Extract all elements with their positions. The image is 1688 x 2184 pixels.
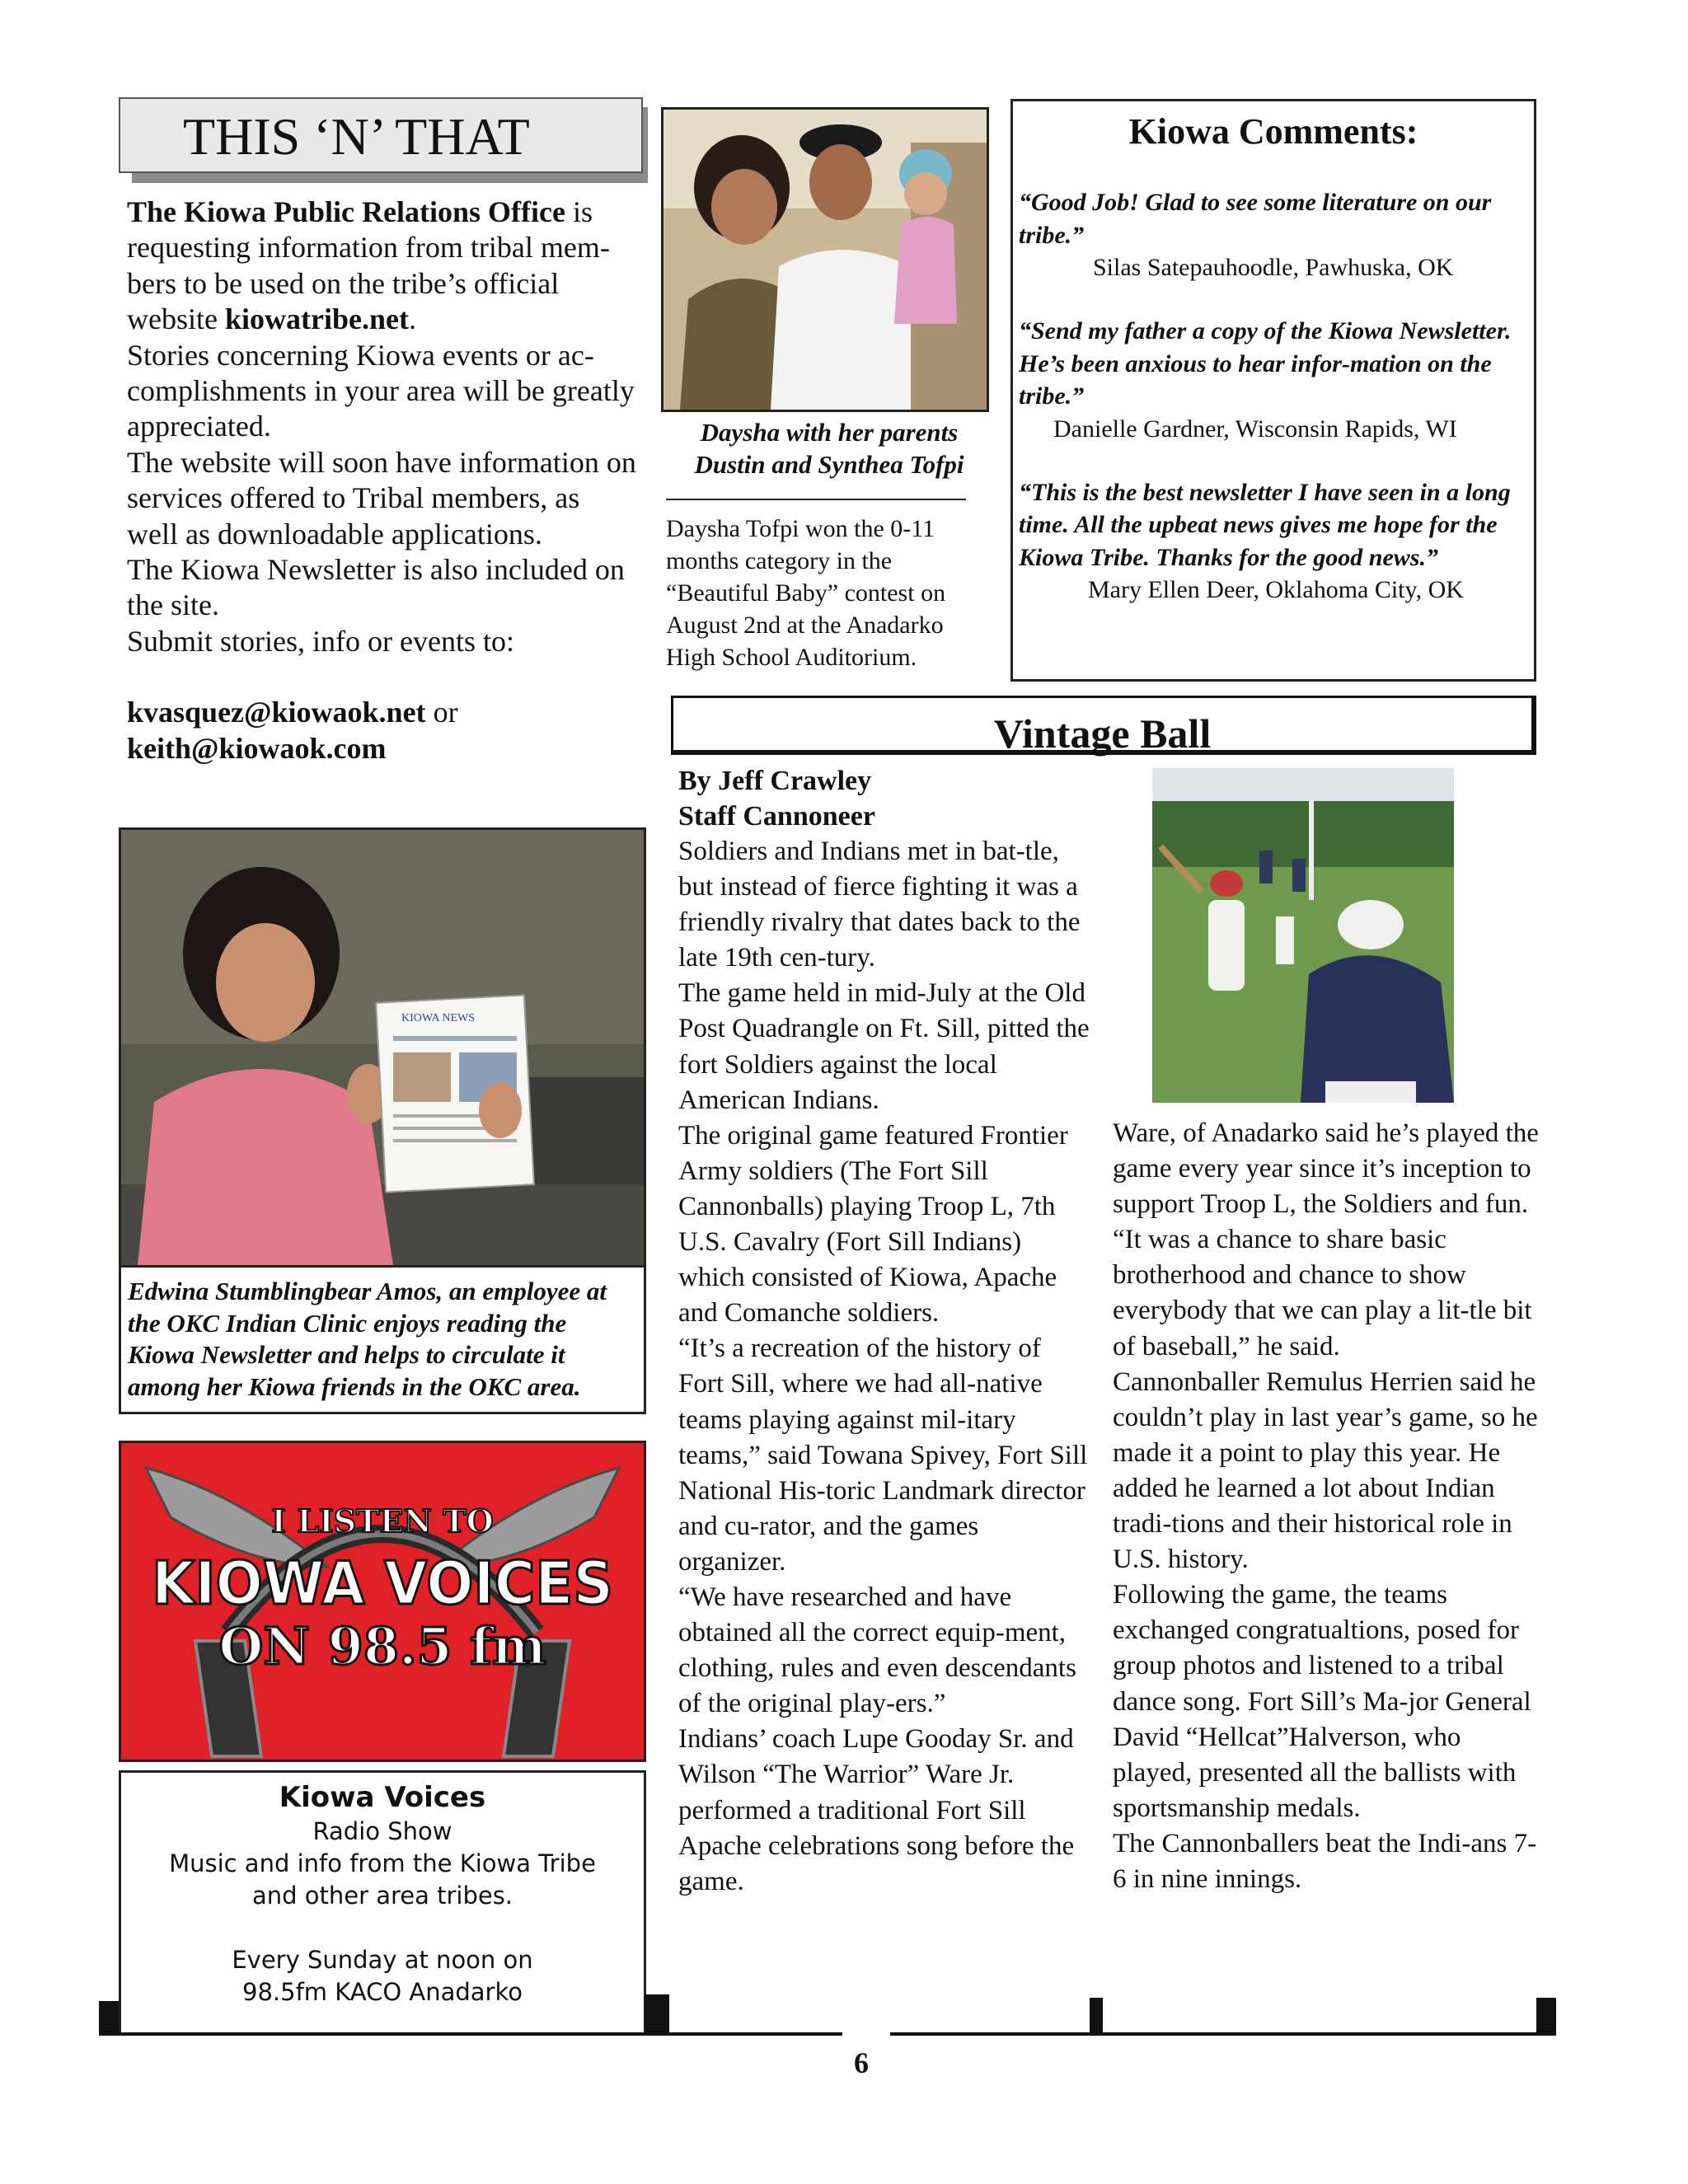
this-n-that-body <box>127 194 638 766</box>
article-paragraph: The original game featured Frontier Army soldiers (The Fort Sill Cannonballs) playing Troop L, 7th U.S. Cavalry (Fort Sill Indians) which consisted of Kiowa, Apache and Comanche soldiers. <box>678 1120 1068 1329</box>
article-paragraph: “It’s a recreation of the history of Fort Sill, where we had all-native teams playing against mil-itary teams,” said Towana Spivey, Fort Sill National His-toric Landmark director and cu-rator, and the games organizer. <box>678 1333 1088 1577</box>
email-or: or <box>425 696 458 729</box>
email-link-2[interactable]: keith@kiowaok.com <box>127 731 387 765</box>
tnt-paragraph-2: Stories concerning Kiowa events or ac-complishments in your area will be greatly appreciated. <box>127 338 635 443</box>
ad-listen-text: I LISTEN TO <box>271 1502 494 1540</box>
comment-author: Danielle Gardner, Wisconsin Rapids, WI <box>1053 415 1457 443</box>
comment-quote: “Send my father a copy of the Kiowa Newsletter. He’s been anxious to hear infor-mation on the tribe.” <box>1019 317 1512 410</box>
footer-block <box>1536 1998 1556 2036</box>
radio-line: Music and info from the Kiowa Tribe <box>169 1849 596 1877</box>
comment-quote: “This is the best newsletter I have seen in a long time. All the upbeat news gives me hope for the Kiowa Tribe. Thanks for the good news.” <box>1019 478 1511 571</box>
kiowa-comments-title: Kiowa Comments: <box>1128 111 1418 152</box>
article-paragraph: Ware, of Anadarko said he’s played the game every year since it’s inception to support Troop L, the Soldiers and fun. <box>1113 1118 1539 1220</box>
article-paragraph: Cannonballer Remulus Herrien said he couldn’t play in last year’s game, so he made it a point to play this year. He added he learned a lot about Indian tradi-tions and their historical role in U.S. history. <box>1113 1366 1538 1575</box>
article-paragraph: The game held in mid-July at the Old Post Quadrangle on Ft. Sill, pitted the fort Soldiers against the local American Indians. <box>678 978 1090 1115</box>
comment-author: Silas Satepauhoodle, Pawhuska, OK <box>1093 254 1454 281</box>
article-paragraph: The Cannonballers beat the Indi-ans 7-6 in nine innings. <box>1113 1828 1537 1894</box>
footer-block <box>99 2001 119 2036</box>
kiowa-voices-ad <box>119 1441 646 1762</box>
caption-divider <box>666 499 966 500</box>
tnt-paragraph-intro <box>127 194 638 338</box>
comment-author: Mary Ellen Deer, Oklahoma City, OK <box>1088 576 1464 603</box>
vintage-ball-title: Vintage Ball <box>993 710 1212 757</box>
article-paragraph: “It was a chance to share basic brotherhood and chance to show everybody that we can play a lit-tle bit of baseball,” he said. <box>1113 1225 1532 1361</box>
edwina-photo-caption: Edwina Stumblingbear Amos, an employee at the OKC Indian Clinic enjoys reading the Kiowa Newsletter and helps to circulate it among her Kiowa friends in the OKC area. <box>119 1266 646 1414</box>
radio-line: 98.5fm KACO Anadarko <box>242 1978 523 2006</box>
comment-quote: “Good Job! Glad to see some literature on our tribe.” <box>1019 189 1492 249</box>
contact-emails <box>127 695 638 766</box>
footer-rule <box>669 2032 842 2036</box>
article-paragraph: Soldiers and Indians met in bat-tle, but instead of fierce fighting it was a friendly rivalry that dates back to the late 19th cen-tury. <box>678 837 1081 973</box>
website-name: kiowatribe.net <box>224 302 409 336</box>
email-link-1[interactable]: kvasquez@kiowaok.net <box>127 696 426 729</box>
article-paragraph: Following the game, the teams exchanged congratualtions, posed for group photos and listened to a tribal dance song. Fort Sill’s Ma-jor General David “Hellcat”Halverson, who played, presented all the ballists with sportsmanship medals. <box>1113 1580 1531 1823</box>
page-number: 6 <box>854 2046 869 2079</box>
footer-block <box>1090 1998 1103 2036</box>
baseball-photo <box>1152 768 1454 1103</box>
tnt-paragraph-4: The Kiowa Newsletter is also included on the site. <box>127 553 625 622</box>
radio-show-info <box>119 1770 646 2036</box>
tnt-paragraph-5: Submit stories, info or events to: <box>127 624 514 658</box>
tnt-paragraph-3: The website will soon have information on services offered to Tribal members, as well as downloadable applications. <box>127 445 636 551</box>
radio-line: Every Sunday at noon on <box>232 1946 533 1974</box>
pr-office-name: The Kiowa Public Relations Office <box>127 195 565 228</box>
newsletter-masthead: KIOWA NEWS <box>401 1012 476 1024</box>
vintage-ball-heading <box>671 696 1536 755</box>
byline-title: Staff Cannoneer <box>678 801 875 832</box>
this-n-that-banner: THIS ‘N’ THAT <box>119 97 643 173</box>
article-paragraph: Indians’ coach Lupe Gooday Sr. and Wilson “The Warrior” Ware Jr. performed a traditional Fort Sill Apache celebrations song before the game. <box>678 1724 1075 1896</box>
radio-show-title: Kiowa Voices <box>279 1781 486 1814</box>
byline-author: By Jeff Crawley <box>678 766 872 796</box>
article-byline <box>678 763 1074 834</box>
footer-rule <box>890 2032 1554 2036</box>
tnt-intro-end: . <box>408 302 416 336</box>
ad-frequency: ON 98.5 fm <box>218 1616 546 1676</box>
edwina-photo <box>119 827 646 1268</box>
footer-block <box>645 1994 669 2036</box>
article-paragraph: “We have researched and have obtained all the correct equip-ment, clothing, rules and even descendants of the original play-ers.” <box>678 1582 1076 1719</box>
ad-station-name: KIOWA VOICES <box>152 1549 613 1618</box>
kiowa-comments-list <box>1019 186 1530 606</box>
footer-rule <box>99 2032 668 2036</box>
radio-line: Radio Show <box>312 1817 452 1845</box>
radio-line: and other area tribes. <box>251 1882 513 1910</box>
family-photo-caption: Daysha with her parents Dustin and Synthea Tofpi <box>694 418 964 479</box>
beautiful-baby-story: Daysha Tofpi won the 0-11 months category in the “Beautiful Baby” contest on August 2nd at the Anadarko High School Auditorium. <box>666 515 946 671</box>
family-photo <box>661 107 989 412</box>
article-column-2 <box>1113 1116 1541 1897</box>
tnt-intro-text: is requesting information from tribal mem-bers to be used on the tribe’s official website <box>127 195 610 336</box>
article-column-1 <box>678 834 1090 1900</box>
